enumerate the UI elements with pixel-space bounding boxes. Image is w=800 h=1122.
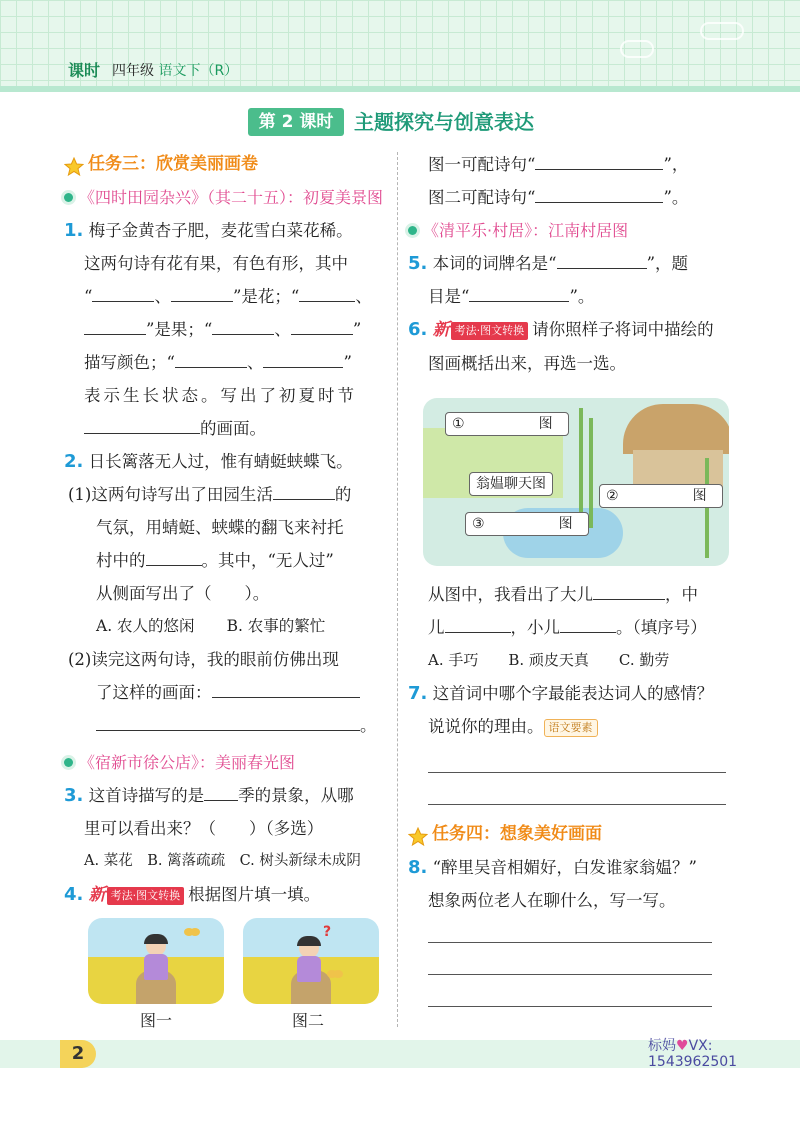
q1-line xyxy=(64,313,394,346)
watermark-text: VX: xyxy=(688,1038,713,1054)
q5-text: ”，题 xyxy=(646,254,688,273)
q3-text: 季的景象，从哪 xyxy=(238,786,354,805)
q8-answer-line[interactable] xyxy=(428,1006,712,1007)
q6-line xyxy=(408,611,738,644)
lesson-title: 主题探究与创意表达 xyxy=(354,110,534,134)
question-number: 3. xyxy=(64,785,84,806)
q7-text: 这首词中哪个字最能表达词人的感情？ xyxy=(432,684,714,703)
q2-text: 村中的 xyxy=(96,551,146,570)
left-column xyxy=(64,148,394,912)
answer-line[interactable] xyxy=(96,712,360,731)
q1-text: 、 xyxy=(154,287,171,306)
q2-text: 。其中，“无人过” xyxy=(201,551,334,570)
fill-blank[interactable] xyxy=(593,581,665,600)
q8-text: 想象两位老人在聊什么，写一写。 xyxy=(428,891,676,910)
q2-text: 了这样的画面： xyxy=(96,683,212,702)
fill-blank[interactable] xyxy=(92,283,154,302)
option-a[interactable]: A. 农人的悠闲 xyxy=(96,617,195,635)
column-divider xyxy=(397,152,398,1027)
task-three-heading xyxy=(64,148,394,181)
q4-text: 根据图片填一填。 xyxy=(188,885,321,904)
question-number: 5. xyxy=(408,253,428,274)
fig-poem-line xyxy=(408,181,738,214)
q2-line xyxy=(64,577,394,610)
q1-text: 这两句诗有花有果，有色有形，其中 xyxy=(84,254,348,273)
badge-method: 考法·图文转换 xyxy=(107,887,185,905)
q8-line xyxy=(408,884,738,917)
q6-line xyxy=(408,313,738,347)
figure-two-image xyxy=(243,918,379,1004)
q6-text: 请你照样子将词中描绘的 xyxy=(532,320,714,339)
question-number: 2. xyxy=(64,451,84,472)
q3-options-text[interactable]: A. 菜花 B. 篱落疏疏 C. 树头新绿未成阴 xyxy=(84,853,361,869)
q1-text: 描写颜色；“ xyxy=(84,353,175,372)
q8-answer-line[interactable] xyxy=(428,942,712,943)
q3-line xyxy=(64,812,394,845)
language-element-tag: 语文要素 xyxy=(544,719,598,737)
task-three-title: 任务三：欣赏美丽画卷 xyxy=(88,154,258,174)
label-suffix: 图 xyxy=(692,488,707,504)
q6-text: 图画概括出来，再选一选。 xyxy=(428,354,626,373)
fill-blank[interactable] xyxy=(171,283,233,302)
scene-bamboo xyxy=(579,408,583,528)
q6-text: 。（填序号） xyxy=(616,618,707,637)
fill-blank[interactable] xyxy=(557,250,647,269)
child-figure xyxy=(293,938,323,982)
q1-text: 的画面。 xyxy=(200,419,266,438)
butterfly-icon xyxy=(327,968,343,980)
q2-text: (1)这两句诗写出了田园生活 xyxy=(68,485,273,504)
fill-blank[interactable] xyxy=(291,316,353,335)
page-number: 2 xyxy=(60,1040,96,1068)
fill-blank[interactable] xyxy=(273,481,335,500)
fill-blank[interactable] xyxy=(204,782,238,801)
q1-line xyxy=(64,412,394,445)
grade-label: 四年级 xyxy=(112,63,154,79)
q5-text: 目是“ xyxy=(428,287,470,306)
label-text: 翁媪聊天图 xyxy=(476,476,546,492)
q1-line xyxy=(64,379,394,412)
lesson-number: 第 2 课时 xyxy=(248,108,344,136)
grade-subject xyxy=(112,60,238,80)
cloud-decoration xyxy=(700,22,744,40)
bullet-dot-icon xyxy=(64,758,73,767)
watermark xyxy=(648,1038,737,1070)
q1-text: ”是果；“ xyxy=(146,320,213,339)
q2-text: 气氛，用蜻蜓、蛱蝶的翻飞来衬托 xyxy=(96,518,344,537)
q6-options xyxy=(408,644,738,677)
q1-line xyxy=(64,346,394,379)
fill-blank[interactable] xyxy=(560,614,616,633)
q2-text: 。 xyxy=(360,716,377,735)
cloud-decoration xyxy=(620,40,654,58)
q1-text: ” xyxy=(352,320,362,339)
q3-options xyxy=(64,845,394,878)
q1-line xyxy=(64,247,394,280)
new-method-badge xyxy=(89,879,185,912)
q2-line xyxy=(64,511,394,544)
q1-text: 表示生长状态。写出了初夏时节 xyxy=(84,386,357,405)
fill-blank[interactable] xyxy=(535,151,663,170)
q7-answer-line[interactable] xyxy=(428,772,726,773)
q3-line xyxy=(64,779,394,812)
sub-heading-text: 《清平乐·村居》：江南村居图 xyxy=(423,221,629,240)
q7-line xyxy=(408,710,738,743)
village-scene-image xyxy=(423,398,729,566)
fill-blank[interactable] xyxy=(175,349,247,368)
q2-text: (2)读完这两句诗，我的眼前仿佛出现 xyxy=(68,650,339,669)
q1-line xyxy=(64,280,394,313)
fill-blank[interactable] xyxy=(146,547,202,566)
q6-text: 儿 xyxy=(428,618,445,637)
q1-text: ”是花；“ xyxy=(232,287,300,306)
child-figure xyxy=(140,936,170,980)
watermark-text: 标妈 xyxy=(648,1038,676,1054)
q8-answer-line[interactable] xyxy=(428,974,712,975)
badge-new: 新 xyxy=(432,320,450,340)
label-index: ② xyxy=(606,488,619,504)
star-icon xyxy=(64,155,84,175)
label-suffix: 图 xyxy=(558,516,573,532)
label-suffix: 图 xyxy=(538,416,553,432)
fill-blank[interactable] xyxy=(535,184,663,203)
scene-label-3[interactable] xyxy=(599,484,723,508)
scene-bamboo xyxy=(705,458,709,558)
q5-line xyxy=(408,247,738,280)
scene-hut-roof xyxy=(623,404,729,454)
bullet-dot-icon xyxy=(64,193,73,202)
figure-two-caption: 图二 xyxy=(292,1011,325,1030)
fill-blank[interactable] xyxy=(84,316,146,335)
q6-line xyxy=(408,578,738,611)
right-text: 图二可配诗句“ xyxy=(428,188,536,207)
q4-line xyxy=(64,878,394,912)
fill-blank[interactable] xyxy=(84,415,200,434)
question-number: 7. xyxy=(408,683,428,704)
q5-line xyxy=(408,280,738,313)
q6-text: 从图中，我看出了大儿 xyxy=(428,585,593,604)
question-number: 6. xyxy=(408,319,428,340)
q1-text: 梅子金黄杏子肥，麦花雪白菜花稀。 xyxy=(88,221,353,240)
star-icon xyxy=(408,825,428,845)
question-number: 1. xyxy=(64,220,84,241)
fill-blank[interactable] xyxy=(469,283,569,302)
q7-line xyxy=(408,677,738,710)
q2-line xyxy=(64,643,394,676)
label-index: ③ xyxy=(472,516,485,532)
task-four-title: 任务四：想象美好画面 xyxy=(432,824,602,844)
figure-one-caption: 图一 xyxy=(140,1011,173,1030)
q3-text: 这首诗描写的是 xyxy=(88,786,205,805)
q2-line xyxy=(64,478,394,511)
q2-text: 日长篱落无人过，惟有蜻蜓蛱蝶飞。 xyxy=(88,452,353,471)
brand-logo: 课时 xyxy=(68,61,101,80)
q6-line xyxy=(408,347,738,380)
q2-line xyxy=(64,544,394,577)
question-number: 4. xyxy=(64,884,84,905)
figure-one-image xyxy=(88,918,224,1004)
bullet-dot-icon xyxy=(408,226,417,235)
header-stripe xyxy=(0,86,800,92)
q2-line xyxy=(64,709,394,742)
q1-text: “ xyxy=(84,287,93,306)
sub-heading-poem1 xyxy=(64,181,394,214)
q6-text: ，中 xyxy=(665,585,698,604)
q5-text: ”。 xyxy=(569,287,595,306)
q1-text: 、 xyxy=(355,287,372,306)
scene-label-4[interactable] xyxy=(465,512,589,536)
q8-text: “醉里吴音相媚好，白发谁家翁媪？” xyxy=(432,858,697,877)
q1-line xyxy=(64,214,394,247)
q3-text: 里可以看出来？（ ）（多选） xyxy=(84,819,324,838)
option-b[interactable]: B. 农事的繁忙 xyxy=(226,617,326,635)
volume-label: 下（R） xyxy=(186,63,239,79)
right-text: 图一可配诗句“ xyxy=(428,155,536,174)
q1-text: ” xyxy=(343,353,352,372)
q2-line xyxy=(64,445,394,478)
q1-text: 、 xyxy=(274,320,291,339)
q2-text: 从侧面写出了（ ）。 xyxy=(96,584,270,603)
fig-poem-line xyxy=(408,148,738,181)
heart-icon: ♥ xyxy=(676,1038,689,1054)
q2-options xyxy=(64,610,394,643)
q1-text: 、 xyxy=(246,353,264,372)
new-method-badge xyxy=(433,314,529,347)
subject-label: 语文 xyxy=(158,63,187,79)
right-column-lower xyxy=(408,578,738,743)
scene-bamboo xyxy=(589,418,593,528)
fill-blank[interactable] xyxy=(263,349,343,368)
sub-heading-text: 《宿新市徐公店》：美丽春光图 xyxy=(79,753,296,772)
right-text: ”， xyxy=(663,155,689,174)
scene-label-2 xyxy=(469,472,553,496)
sub-heading-poem3 xyxy=(408,214,738,247)
badge-method: 考法·图文转换 xyxy=(451,322,529,340)
question-number: 8. xyxy=(408,857,428,878)
sub-heading-poem2 xyxy=(64,746,394,779)
badge-new: 新 xyxy=(88,885,106,905)
label-index: ① xyxy=(452,416,465,432)
task-four-heading xyxy=(408,818,738,851)
q7-text: 说说你的理由。 xyxy=(428,717,544,736)
answer-line[interactable] xyxy=(212,679,360,698)
question-mark-icon: ? xyxy=(323,924,332,940)
right-text: ”。 xyxy=(663,188,689,207)
fill-blank[interactable] xyxy=(445,614,511,633)
q6-text: ，小儿 xyxy=(510,618,560,637)
q6-options-text[interactable]: A. 手巧 B. 顽皮天真 C. 勤劳 xyxy=(428,651,670,669)
watermark-text: 1543962501 xyxy=(648,1054,738,1070)
q2-text: 的 xyxy=(334,485,352,504)
right-column xyxy=(408,148,738,380)
fill-blank[interactable] xyxy=(212,316,274,335)
q2-line xyxy=(64,676,394,709)
sub-heading-text: 《四时田园杂兴》（其二十五）：初夏美景图 xyxy=(79,188,384,207)
fill-blank[interactable] xyxy=(299,283,355,302)
butterfly-icon xyxy=(184,926,200,938)
q5-text: 本词的词牌名是“ xyxy=(432,254,557,273)
q7-answer-line[interactable] xyxy=(428,804,726,805)
q8-line xyxy=(408,851,738,884)
scene-label-1[interactable] xyxy=(445,412,569,436)
right-column-bottom xyxy=(408,818,738,917)
